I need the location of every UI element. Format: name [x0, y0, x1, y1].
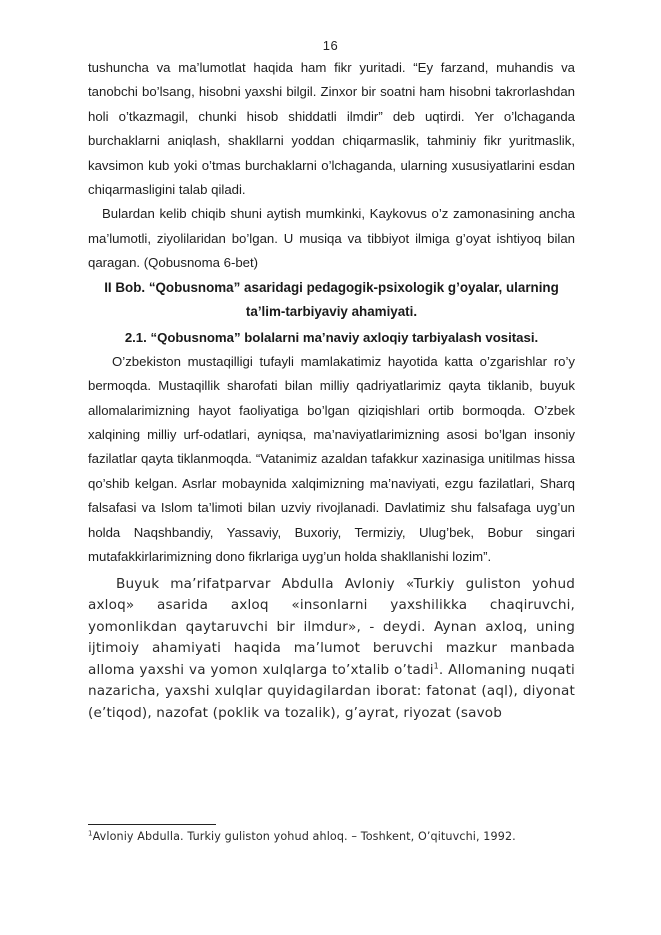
- paragraph-avloniy: [88, 574, 575, 725]
- paragraph-kaykovus: Bulardan kelib chiqib shuni aytish mumkinki, Kaykovus o’z zamonasining ancha ma’lumotli, ziyolilaridan bo’lgan. U musiqa va tibbiyot ilmiga g’oyat ishtiyoq bilan qaragan. (Qobusnoma 6-bet): [88, 206, 575, 271]
- footnote: [88, 830, 588, 844]
- page-body: [88, 56, 575, 724]
- paragraph-independence: O’zbekiston mustaqilligi tufayli mamlakatimiz hayotida katta o’zgarishlar ro’y bermoqda. Mustaqillik sharofati bilan milliy qadriyatlarimiz qayta tiklanib, buyuk allomalarimizning hayot faoliyatiga bo’lgan qiziqishlari ortib bormoqda. O’zbek xalqining milliy urf-odatlari, ayniqsa, ma’naviyatlarimizning asosi bo’lgan insoniy fazilatlar qayta tiklanmoqda. “Vatanimiz azaldan tafakkur xazinasiga unitilmas hissa qo’shib kelgan. Asrlar mobaynida xalqimizning ma’naviyati, ezgu fazilatlari, Sharq falsafasi va Islom ta’limoti bilan uzviy rivojlanadi. Davlatimiz shu falsafaga uyg’un holda Naqshbandiy, Yassaviy, Buxoriy, Termiziy, Ulug’bek, Bobur singari mutafakkirlarimizning dono fikrlariga uyg’un holda shakllanishi lozim”.: [88, 353, 575, 565]
- footnote-marker: 1: [88, 829, 93, 838]
- footnote-divider: [88, 824, 216, 825]
- footnote-reference[interactable]: 1: [433, 660, 439, 670]
- chapter-heading: II Bob. “Qobusnoma” asaridagi pedagogik-psixologik g’oyalar, ularning ta’lim-tarbiyaviy ahamiyati.: [104, 279, 559, 320]
- paragraph-intro: tushuncha va ma’lumotlat haqida ham fikr yuritadi. “Ey farzand, muhandis va tanobchi bo’lsang, hisobni yaxshi bilgil. Zinxor bir soatni ham hisobni takrorlashdan holi o’tkazmagil, chunki hisob shiddatli ilmdir” deb uqtirdi. Yer o’lchaganda burchaklarni aniqlash, shakllarni yoddan chiqarmaslik, tahminiy fikr yuritmaslik, kavsimon kub yoki o’tmas burchaklarni o’lchaganda, ularning xususiyatlarini esdan chiqarmasligini talab qiladi.: [88, 60, 575, 198]
- page-number: 16: [322, 38, 339, 53]
- paragraph-avloniy-text-1: Buyuk ma’rifatparvar Abdulla Avloniy «Turkiy guliston yohud axloq» asarida axloq «insonlarni yaxshilikka chaqiruvchi, yomonlikdan qaytaruvchi bir ilmdur», - deydi. Aynan axloq, uning ijtimoiy ahamiyati haqida ma’lumot beruvchi mazkur manbada alloma yaxshi va yomon xulqlarga to’xtalib o’tadi: [88, 575, 575, 678]
- footnote-text: Avloniy Abdulla. Turkiy guliston yohud ahloq. – Toshkent, O’qituvchi, 1992.: [92, 830, 516, 843]
- paragraph-avloniy-text-2: . Allomaning nuqati nazaricha, yaxshi xulqlar quyidagilardan iborat: fatonat (aql), diyonat (e’tiqod), nazofat (poklik va tozalik), g’ayrat, riyozat (savob: [88, 661, 575, 721]
- section-heading: 2.1. “Qobusnoma” bolalarni ma’naviy axloqiy tarbiyalash vositasi.: [124, 329, 539, 345]
